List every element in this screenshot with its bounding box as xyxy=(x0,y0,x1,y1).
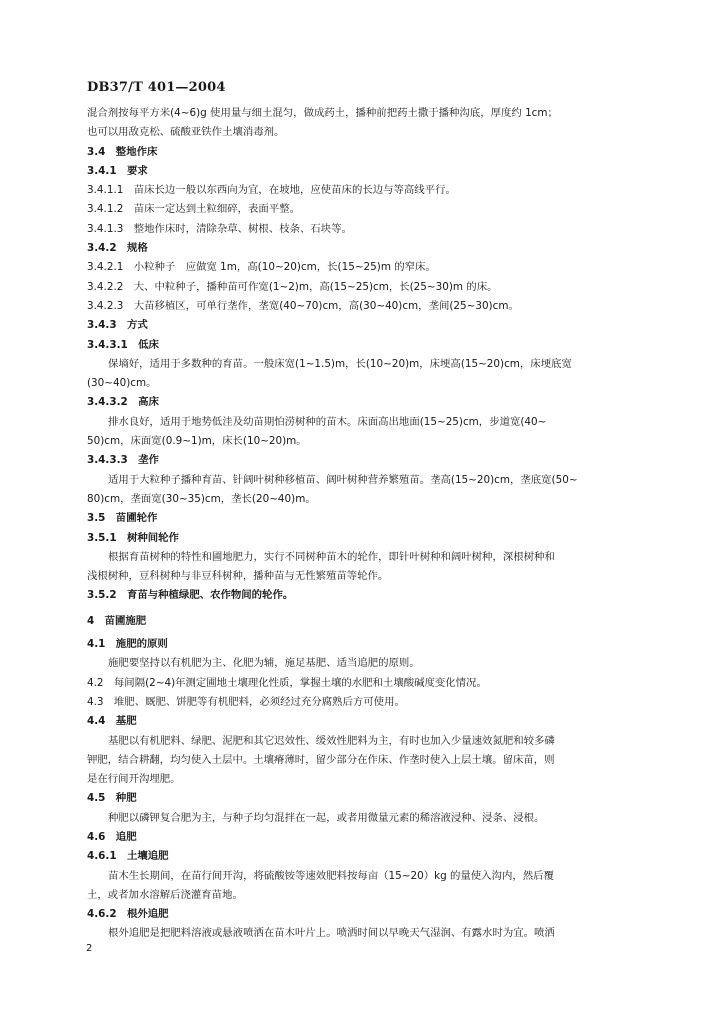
text-line: 4 苗圃施肥 xyxy=(87,614,147,627)
text-line: 3.4.3.3 垄作 xyxy=(87,454,159,467)
text-line: 3.4.1.1 苗床长边一般以东西向为宜，在坡地，应使苗床的长边与等高线平行。 xyxy=(87,184,456,197)
text-line: 也可以用敌克松、硫酸亚铁作土壤消毒剂。 xyxy=(87,126,285,139)
text-line: 3.4.3.2 高床 xyxy=(87,396,159,409)
text-line: 3.4.2.2 大、中粒种子，播种苗可作宽(1~2)m，高(15~25)cm，长(25~30)m 的床。 xyxy=(87,280,498,293)
text-line: 3.4.3.1 低床 xyxy=(87,338,159,351)
text-line: 3.5.2 育苗与种植绿肥、农作物间的轮作。 xyxy=(87,589,294,602)
text-line: 是在行间开沟埋肥。 xyxy=(87,773,181,786)
text-line: 4.5 种肥 xyxy=(87,792,137,805)
text-line: 苗木生长期间，在苗行间开沟，将硫酸铵等速效肥料按每亩（15~20）kg 的量使入沟内，然后覆 xyxy=(108,869,554,882)
text-line: 4.6.1 土壤追肥 xyxy=(87,850,169,863)
text-line: 施肥要坚持以有机肥为主、化肥为辅，施足基肥、适当追肥的原则。 xyxy=(108,657,420,670)
text-line: 根外追肥是把肥料溶液或悬液喷洒在苗木叶片上。喷洒时间以早晚天气湿润、有露水时为宜。喷洒 xyxy=(108,927,555,940)
text-line: 排水良好，适用于地势低洼及幼苗期怕涝树种的苗木。床面高出地面(15~25)cm，步道宽(40~ xyxy=(108,415,547,428)
text-line: 3.4.1.2 苗床一定达到土粒细碎，表面平整。 xyxy=(87,203,300,216)
text-line: 适用于大粒种子播种育苗、针阔叶树种移植苗、阔叶树种营养繁殖苗。垄高(15~20)cm，垄底宽(50~ xyxy=(108,473,578,486)
text-line: 3.4.2.1 小粒种子 应做宽 1m，高(10~20)cm，长(15~25)m 的窄床。 xyxy=(87,261,436,274)
text-line: 4.6 追肥 xyxy=(87,830,137,843)
text-line: 根据育苗树种的特性和圃地肥力，实行不同树种苗木的轮作，即针叶树种和阔叶树种，深根树种和 xyxy=(108,550,555,563)
text-line: 4.6.2 根外追肥 xyxy=(87,908,169,921)
text-line: 3.4.1 要求 xyxy=(87,164,148,177)
text-line: 浅根树种，豆科树种与非豆科树种，播种苗与无性繁殖苗等轮作。 xyxy=(87,570,389,583)
text-line: 80)cm，垄面宽(30~35)cm，垄长(20~40)m。 xyxy=(87,492,316,505)
text-line: 3.4.2 规格 xyxy=(87,242,148,255)
text-line: 3.4.2.3 大苗移植区，可单行垄作，垄宽(40~70)cm，高(30~40)cm，垄间(25~30)cm。 xyxy=(87,299,519,312)
page-number: 2 xyxy=(86,943,93,954)
text-line: 3.4.3 方式 xyxy=(87,319,148,332)
text-line: 50)cm，床面宽(0.9~1)m，床长(10~20)m。 xyxy=(87,435,307,448)
text-line: 3.4.1.3 整地作床时，清除杂草、树根、枝条、石块等。 xyxy=(87,222,352,235)
text-line: 4.2 每间隔(2~4)年测定圃地土壤理化性质，掌握土壤的水肥和土壤酸碱度变化情况。 xyxy=(87,676,487,689)
text-line: 3.5 苗圃轮作 xyxy=(87,512,158,525)
text-line: 混合剂按每平方米(4~6)g 使用量与细土混匀，做成药土，播种前把药土撒于播种沟底，厚度约 1cm； xyxy=(87,107,558,119)
text-line: (30~40)cm。 xyxy=(87,377,157,390)
text-line: 保墒好，适用于多数种的育苗。一般床宽(1~1.5)m，长(10~20)m，床埂高(15~20)cm，床埂底宽 xyxy=(108,357,572,370)
text-line: 钾肥，结合耕翻，均匀使入土层中。土壤瘠薄时，留少部分在作床、作垄时使入上层土壤。留床苗，则 xyxy=(87,753,555,766)
text-line: 4.4 基肥 xyxy=(87,715,137,728)
text-line: 3.4 整地作床 xyxy=(87,145,158,158)
text-line: 土，或者加水溶解后浇灌育苗地。 xyxy=(87,888,243,901)
text-line: 4.3 堆肥、厩肥、饼肥等有机肥料，必须经过充分腐熟后方可使用。 xyxy=(87,695,405,708)
document-body xyxy=(87,104,647,944)
text-line: 种肥以磷钾复合肥为主，与种子均匀混拌在一起，或者用微量元素的稀溶液浸种、浸条、浸根。 xyxy=(108,811,545,824)
standard-code-header: DB37/T 401—2004 xyxy=(87,80,226,95)
text-line: 4.1 施肥的原则 xyxy=(87,638,168,651)
text-line: 基肥以有机肥料、绿肥、泥肥和其它迟效性、缓效性肥料为主，有时也加入少量速效氮肥和较多磷 xyxy=(108,734,555,747)
text-line: 3.5.1 树种间轮作 xyxy=(87,531,179,544)
